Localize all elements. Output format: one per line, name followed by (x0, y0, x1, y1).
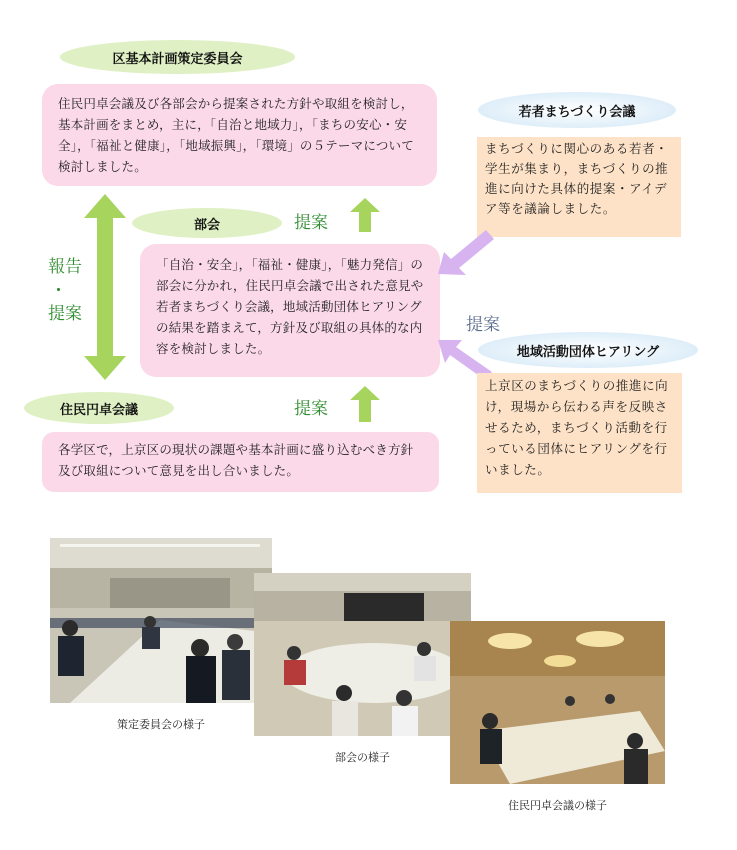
hearing-title-text: 地域活動団体ヒアリング (516, 344, 660, 360)
report-label-dot: ・ (50, 281, 67, 301)
roundtable-meeting-photo (450, 621, 665, 784)
committee-title-text: 区基本計画策定委員会 (112, 51, 243, 67)
roundtable-title-text: 住民円卓会議 (59, 402, 138, 418)
hearing-text: 上京区のまちづくりの推進に向け，現場から伝わる声を反映させるため，まちづくり活動を行っている団体にヒアリングを行いました。 (485, 378, 669, 477)
purple-arrow-from-youth (436, 228, 496, 278)
report-proposal-double-arrow (84, 194, 126, 380)
youth-title-text: 若者まちづくり会議 (518, 104, 636, 120)
proposal-upper-label: 提案 (294, 213, 328, 233)
subcommittee-title (132, 208, 282, 238)
photo1-caption: 策定委員会の様子 (117, 718, 205, 731)
subcommittee-meeting-photo (254, 573, 471, 736)
youth-box (477, 137, 681, 237)
report-label-line1: 報告 (48, 257, 82, 277)
roundtable-box (42, 432, 439, 492)
roundtable-title (24, 392, 174, 424)
committee-text: 住民円卓会議及び各部会から提案された方針や取組を検討し，基本計画をまとめ，主に，「自治と地域力」，「まちの安心・安全」，「福祉と健康」，「地域振興」，「環境」の５テーマについて検討しました。 (58, 96, 414, 174)
subcommittee-title-text: 部会 (193, 217, 220, 233)
report-label-line2: 提案 (48, 304, 82, 324)
subcommittee-box (140, 244, 440, 377)
up-arrow-to-committee (350, 198, 380, 232)
youth-text: まちづくりに関心のある若者・学生が集まり，まちづくりの推進に向けた具体的提案・アイデア等を議論しました。 (485, 141, 669, 216)
subcommittee-text: 「自治・安全」，「福祉・健康」，「魅力発信」の部会に分かれ，住民円卓会議で出された意見や若者まちづくり会議，地域活動団体ヒアリングの結果を踏まえて，方針及び取組の具体的な内容を検討しました。 (156, 257, 424, 356)
proposal-lower-label: 提案 (294, 399, 328, 419)
roundtable-text: 各学区で，上京区の現状の課題や基本計画に盛り込むべき方針及び取組について意見を出し合いました。 (58, 442, 414, 478)
photo3-caption: 住民円卓会議の様子 (508, 799, 607, 812)
committee-meeting-photo (50, 538, 272, 703)
photo2-caption: 部会の様子 (335, 751, 390, 764)
hearing-box (477, 373, 682, 493)
youth-title (478, 92, 676, 128)
hearing-title (478, 332, 698, 368)
committee-box (42, 84, 437, 186)
up-arrow-to-subcommittee (350, 386, 380, 422)
committee-title (60, 40, 295, 74)
proposal-side-label: 提案 (466, 315, 500, 335)
